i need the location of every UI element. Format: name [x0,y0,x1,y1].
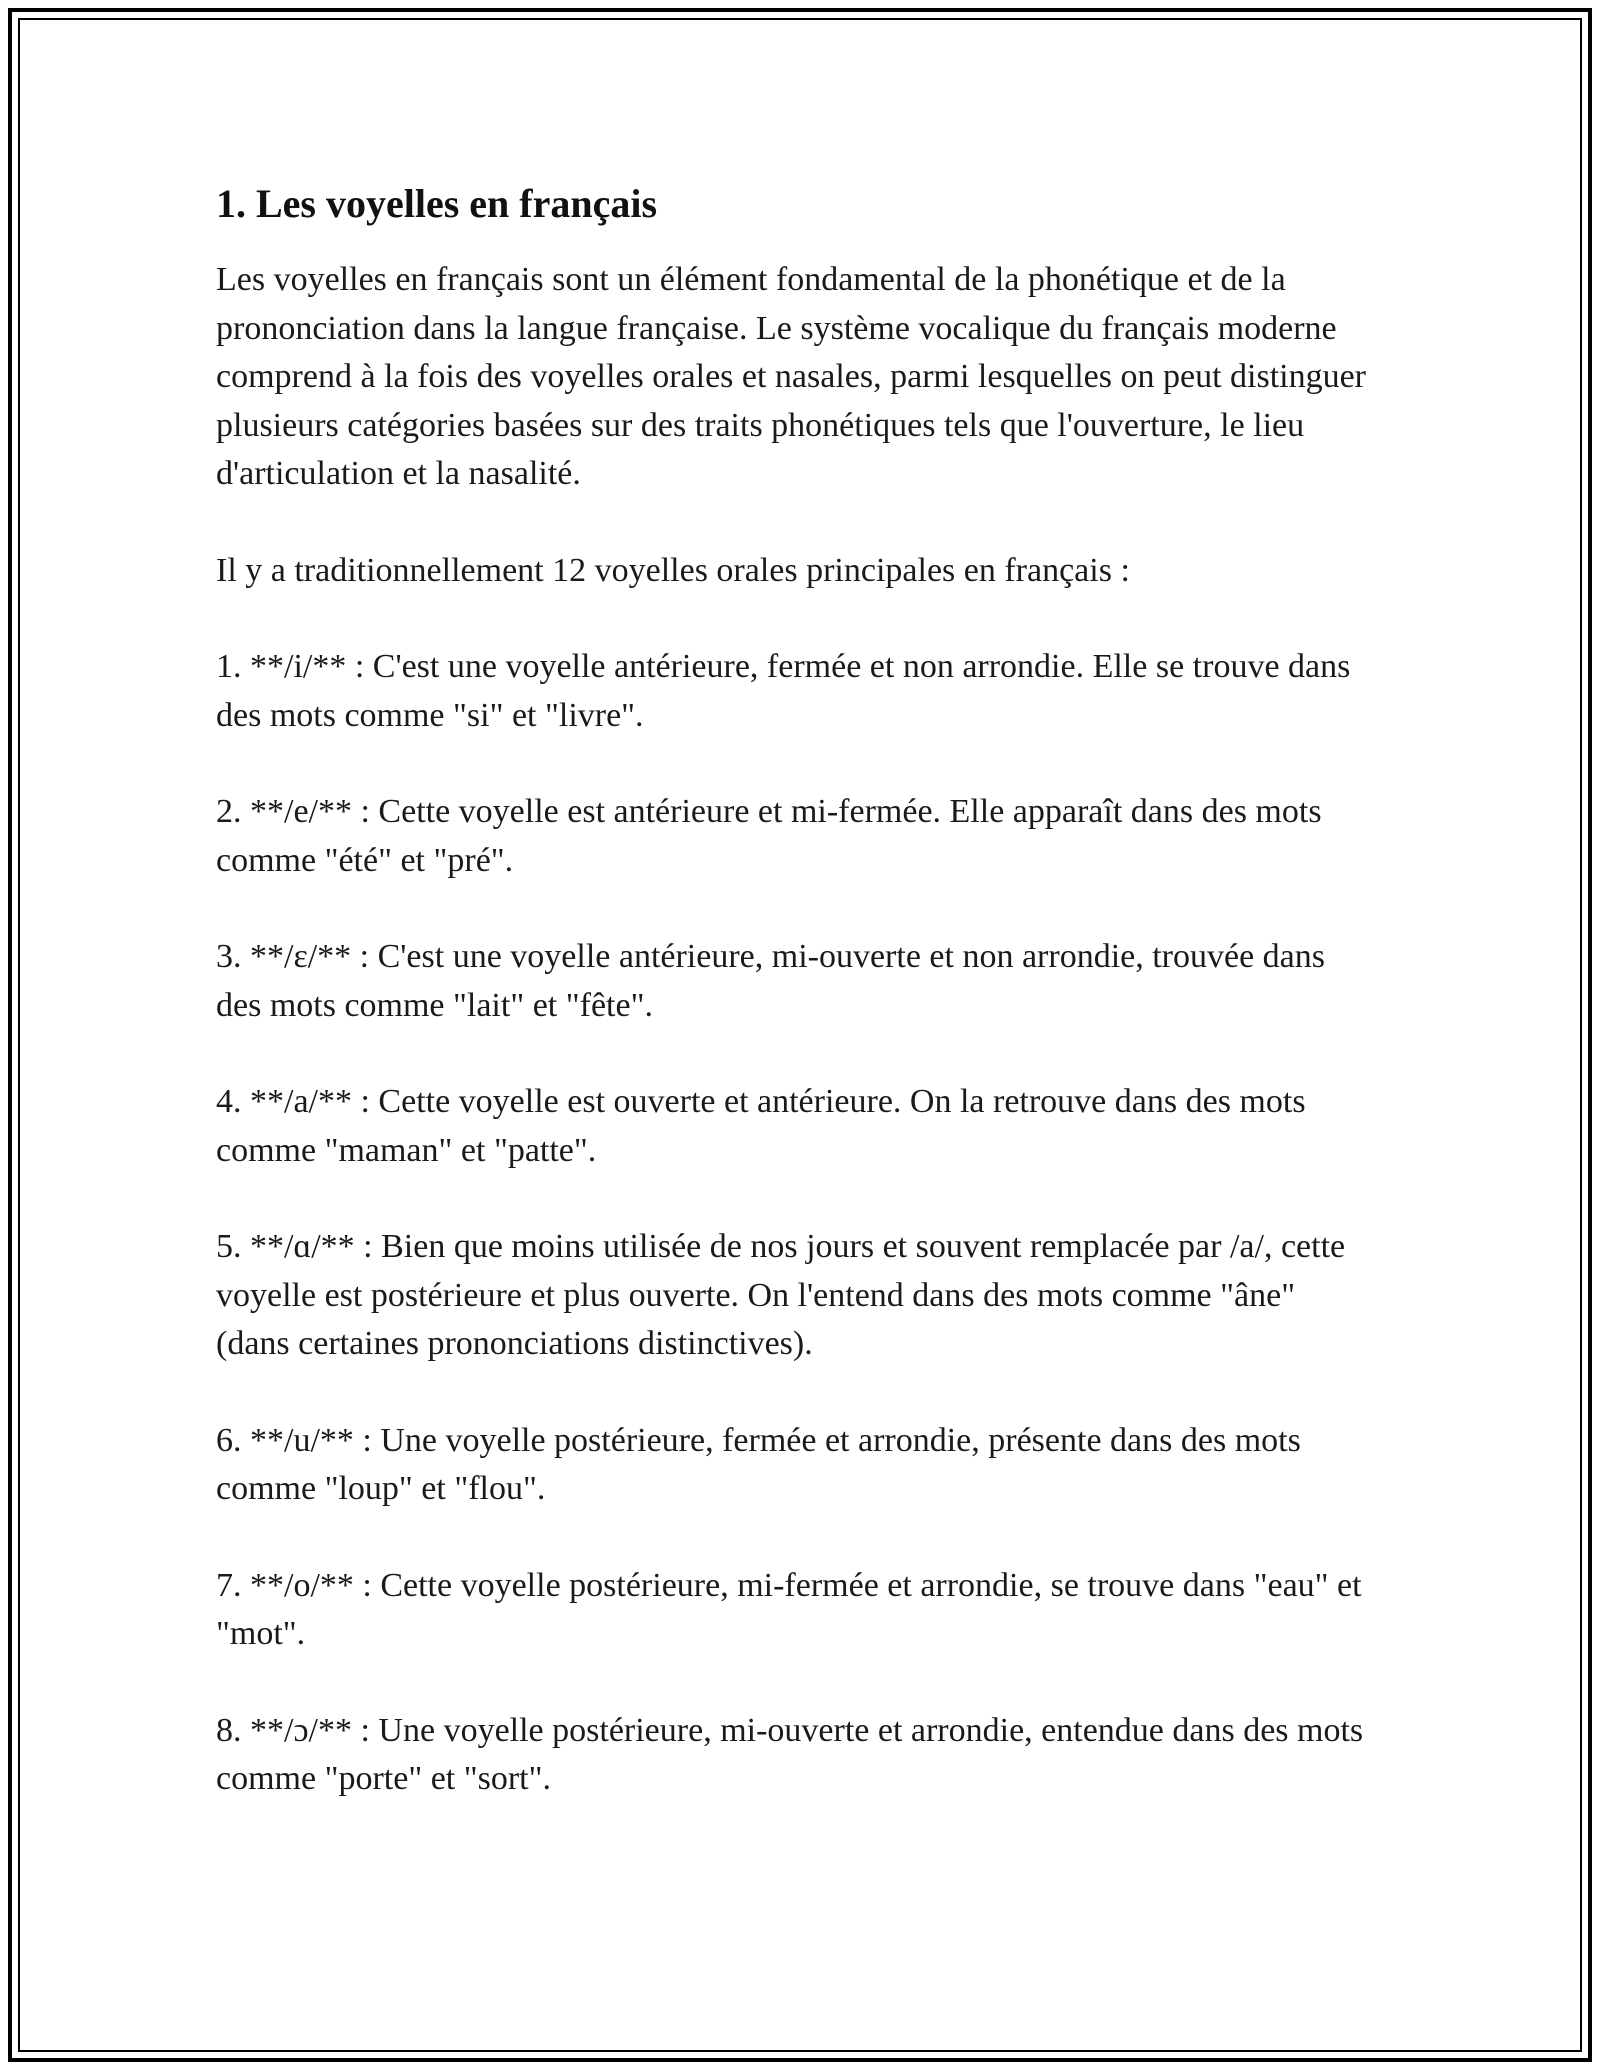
list-lead-paragraph: Il y a traditionnellement 12 voyelles orales principales en français : [216,551,1130,589]
vowel-item-o: 7. **/o/** : Cette voyelle postérieure, mi-fermée et arrondie, se trouve dans "eau" et "mot". [216,1566,1362,1652]
vowel-item-e: 2. **/e/** : Cette voyelle est antérieure et mi-fermée. Elle apparaît dans des mots comme "été" et "pré". [216,793,1322,879]
vowel-item-u: 6. **/u/** : Une voyelle postérieure, fermée et arrondie, présente dans des mots comme "loup" et "flou". [216,1421,1301,1507]
section-heading: 1. Les voyelles en français [216,181,658,226]
vowel-item-open-o: 8. **/ɔ/** : Une voyelle postérieure, mi-ouverte et arrondie, entendue dans des mots comme "porte" et "sort". [216,1711,1364,1797]
vowel-item-epsilon: 3. **/ɛ/** : C'est une voyelle antérieure, mi-ouverte et non arrondie, trouvée dans des mots comme "lait" et "fête". [216,938,1326,1024]
document-body [216,180,1366,1852]
intro-paragraph: Les voyelles en français sont un élément fondamental de la phonétique et de la prononciation dans la langue française. Le système vocalique du français moderne comprend à la fois des voyelles orales et nasales, parmi lesquelles on peut distinguer plusieurs catégories basées sur des traits phonétiques tels que l'ouverture, le lieu d'articulation et la nasalité. [216,261,1367,492]
vowel-item-alpha: 5. **/ɑ/** : Bien que moins utilisée de nos jours et souvent remplacée par /a/, cette voyelle est postérieure et plus ouverte. On l'entend dans des mots comme "âne" (dans certaines prononciations distinctives). [216,1228,1346,1362]
vowel-item-i: 1. **/i/** : C'est une voyelle antérieure, fermée et non arrondie. Elle se trouve dans des mots comme "si" et "livre". [216,648,1351,734]
vowel-item-a: 4. **/a/** : Cette voyelle est ouverte et antérieure. On la retrouve dans des mots comme "maman" et "patte". [216,1083,1306,1169]
